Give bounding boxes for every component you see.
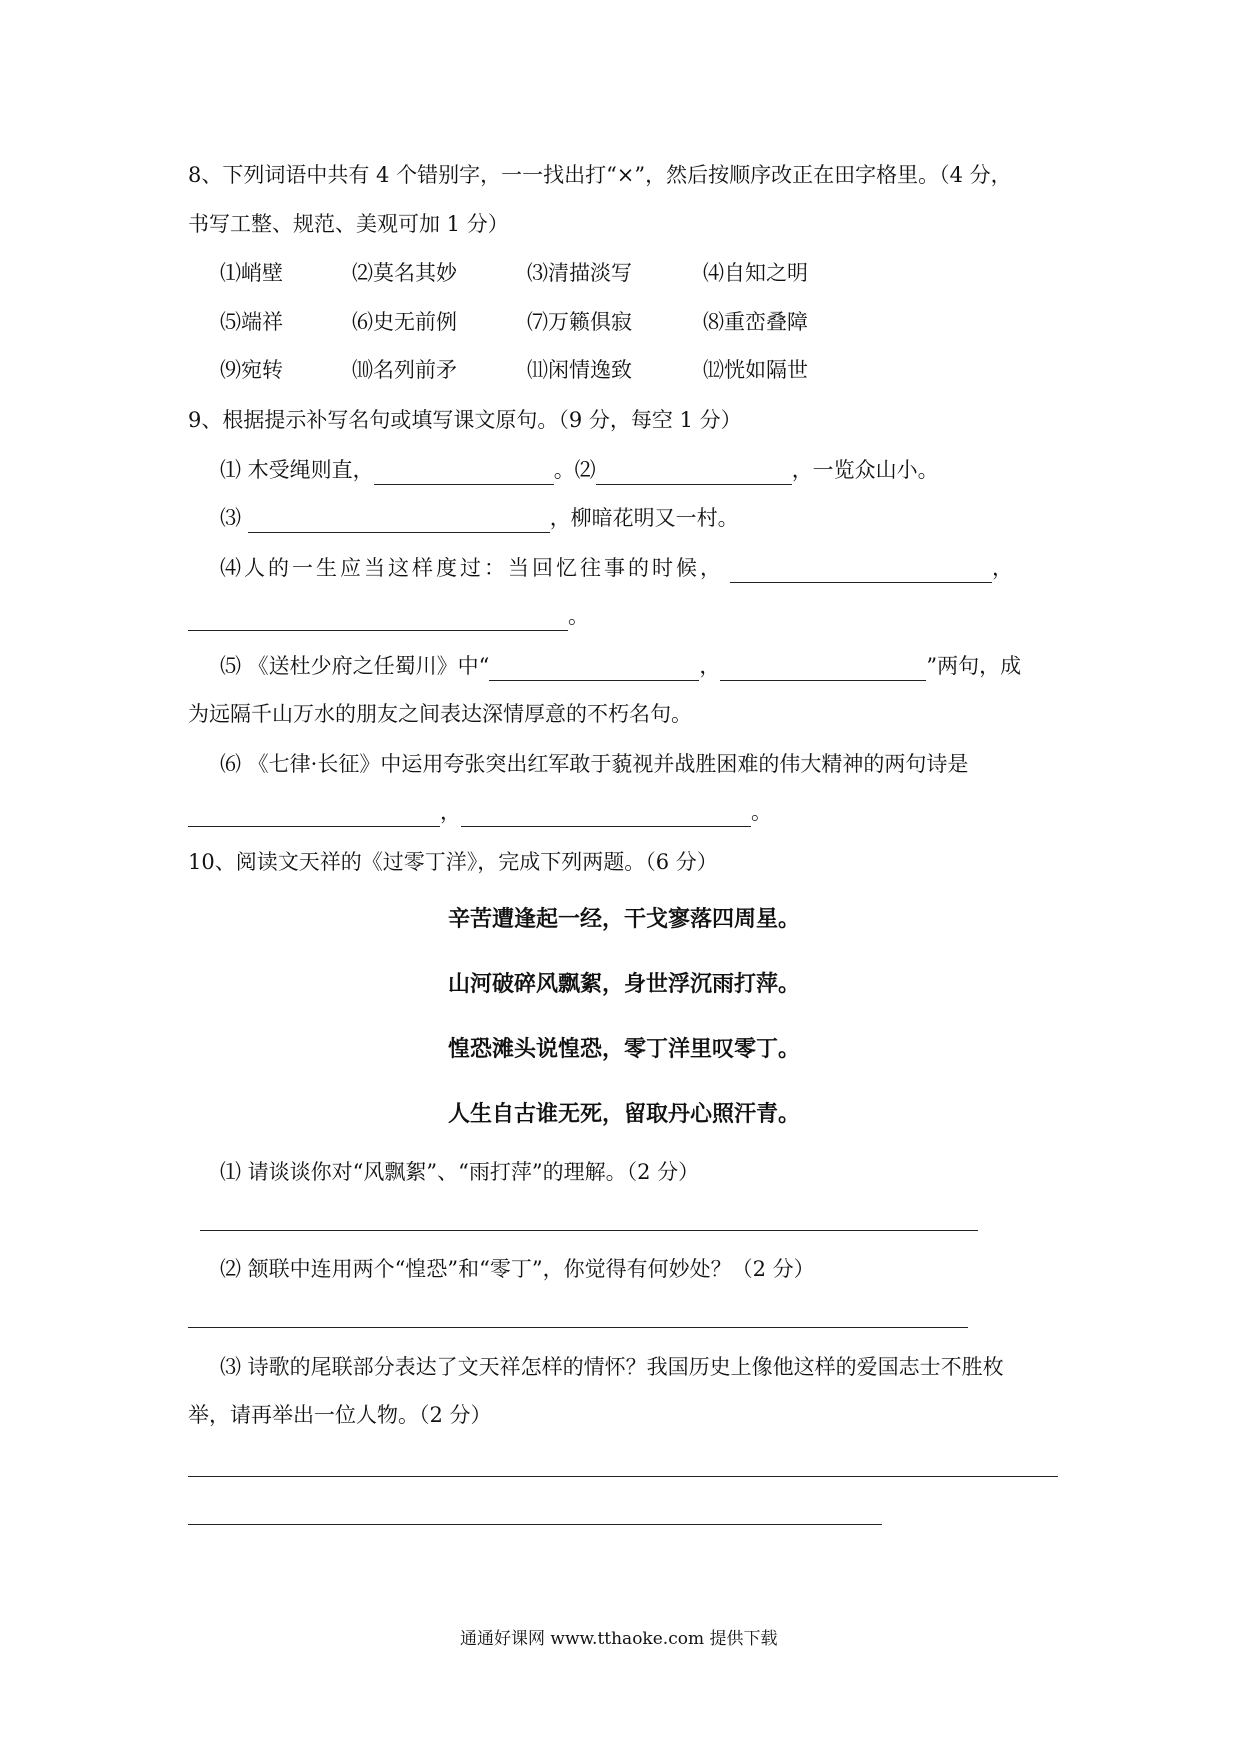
q8-item-3: ⑶清描淡写 <box>527 261 632 285</box>
q9-blank-5[interactable] <box>188 608 568 631</box>
q10-answer-line-2[interactable] <box>188 1327 968 1328</box>
q8-item-8: ⑻重峦叠障 <box>703 310 808 334</box>
q9-s1-mid: 。⑵ <box>553 458 596 482</box>
q9-sentence-6-cont <box>188 797 772 827</box>
q8-item-1: ⑴峭壁 <box>220 261 283 285</box>
q9-s1-suffix: ，一览众山小。 <box>791 458 939 482</box>
footer-source: 通通好课网 www.tthaoke.com 提供下载 <box>460 1629 778 1649</box>
q9-blank-8[interactable] <box>188 804 440 827</box>
q9-sentence-1 <box>220 455 939 485</box>
q8-title: 8、下列词语中共有 4 个错别字，一一找出打“×”，然后按顺序改正在田字格里。（4 分， <box>188 163 1012 187</box>
q9-s4-comma: ， <box>992 556 1016 580</box>
q8-item-7: ⑺万籁俱寂 <box>527 310 632 334</box>
q9-blank-4[interactable] <box>730 560 992 583</box>
q9-blank-1[interactable] <box>374 462 554 485</box>
poem-line-3: 惶恐滩头说惶恐，零丁洋里叹零丁。 <box>448 1037 801 1062</box>
q10-part-2: ⑵ 颔联中连用两个“惶恐”和“零丁”，你觉得有何妙处？（2 分） <box>220 1257 815 1281</box>
q9-sentence-4-cont <box>188 601 589 631</box>
q9-s6-comma: ， <box>440 800 461 824</box>
q10-part-3: ⑶ 诗歌的尾联部分表达了文天祥怎样的情怀？我国历史上像他这样的爱国志士不胜枚 <box>220 1355 1004 1379</box>
q9-s5-comma: ， <box>699 654 721 678</box>
q10-part-1: ⑴ 请谈谈你对“风飘絮”、“雨打萍”的理解。（2 分） <box>220 1160 700 1184</box>
q8-item-5: ⑸端祥 <box>220 310 283 334</box>
q9-s5-prefix: ⑸ 《送杜少府之任蜀川》中“ <box>220 654 490 678</box>
q9-blank-7[interactable] <box>720 658 926 681</box>
poem-line-1: 辛苦遭逢起一经，干戈寥落四周星。 <box>448 907 801 932</box>
q9-s4-end: 。 <box>568 604 589 628</box>
q8-item-6: ⑹史无前例 <box>352 310 457 334</box>
q9-s6-end: 。 <box>751 800 772 824</box>
q9-blank-3[interactable] <box>248 510 550 533</box>
q8-title-cont: 书写工整、规范、美观可加 1 分） <box>188 212 509 236</box>
poem-line-2: 山河破碎风飘絮，身世浮沉雨打萍。 <box>448 972 801 997</box>
q9-blank-2[interactable] <box>596 462 792 485</box>
q8-item-4: ⑷自知之明 <box>703 261 808 285</box>
q9-sentence-3 <box>220 503 739 533</box>
q9-blank-9[interactable] <box>461 804 751 827</box>
q9-s5-suffix: ”两句，成 <box>926 654 1022 678</box>
q10-part-3-cont: 举，请再举出一位人物。（2 分） <box>188 1403 492 1427</box>
q10-answer-line-4[interactable] <box>188 1524 882 1525</box>
q8-item-9: ⑼宛转 <box>220 358 283 382</box>
q9-s1-prefix: ⑴ 木受绳则直， <box>220 458 374 482</box>
q8-item-10: ⑽名列前矛 <box>352 358 457 382</box>
q10-answer-line-1[interactable] <box>200 1230 978 1231</box>
q9-s4-prefix: ⑷人的一生应当这样度过：当回忆往事的时候， <box>220 556 724 580</box>
q9-blank-6[interactable] <box>489 658 699 681</box>
q9-title: 9、根据提示补写名句或填写课文原句。（9 分，每空 1 分） <box>188 408 742 432</box>
q9-sentence-5 <box>220 651 1021 681</box>
q8-item-11: ⑾闲情逸致 <box>527 358 632 382</box>
q9-sentence-5-cont: 为远隔千山万水的朋友之间表达深情厚意的不朽名句。 <box>188 702 692 726</box>
q10-title: 10、阅读文天祥的《过零丁洋》，完成下列两题。（6 分） <box>188 850 718 874</box>
q9-sentence-6: ⑹ 《七律·长征》中运用夸张突出红军敢于藐视并战胜困难的伟大精神的两句诗是 <box>220 752 969 776</box>
q9-s3-prefix: ⑶ <box>220 506 248 530</box>
q8-item-12: ⑿恍如隔世 <box>703 358 808 382</box>
q10-answer-line-3[interactable] <box>188 1476 1058 1477</box>
poem-line-4: 人生自古谁无死，留取丹心照汗青。 <box>448 1102 801 1127</box>
q9-sentence-4 <box>220 553 1016 583</box>
q9-s3-suffix: ，柳暗花明又一村。 <box>549 506 739 530</box>
q8-item-2: ⑵莫名其妙 <box>352 261 457 285</box>
